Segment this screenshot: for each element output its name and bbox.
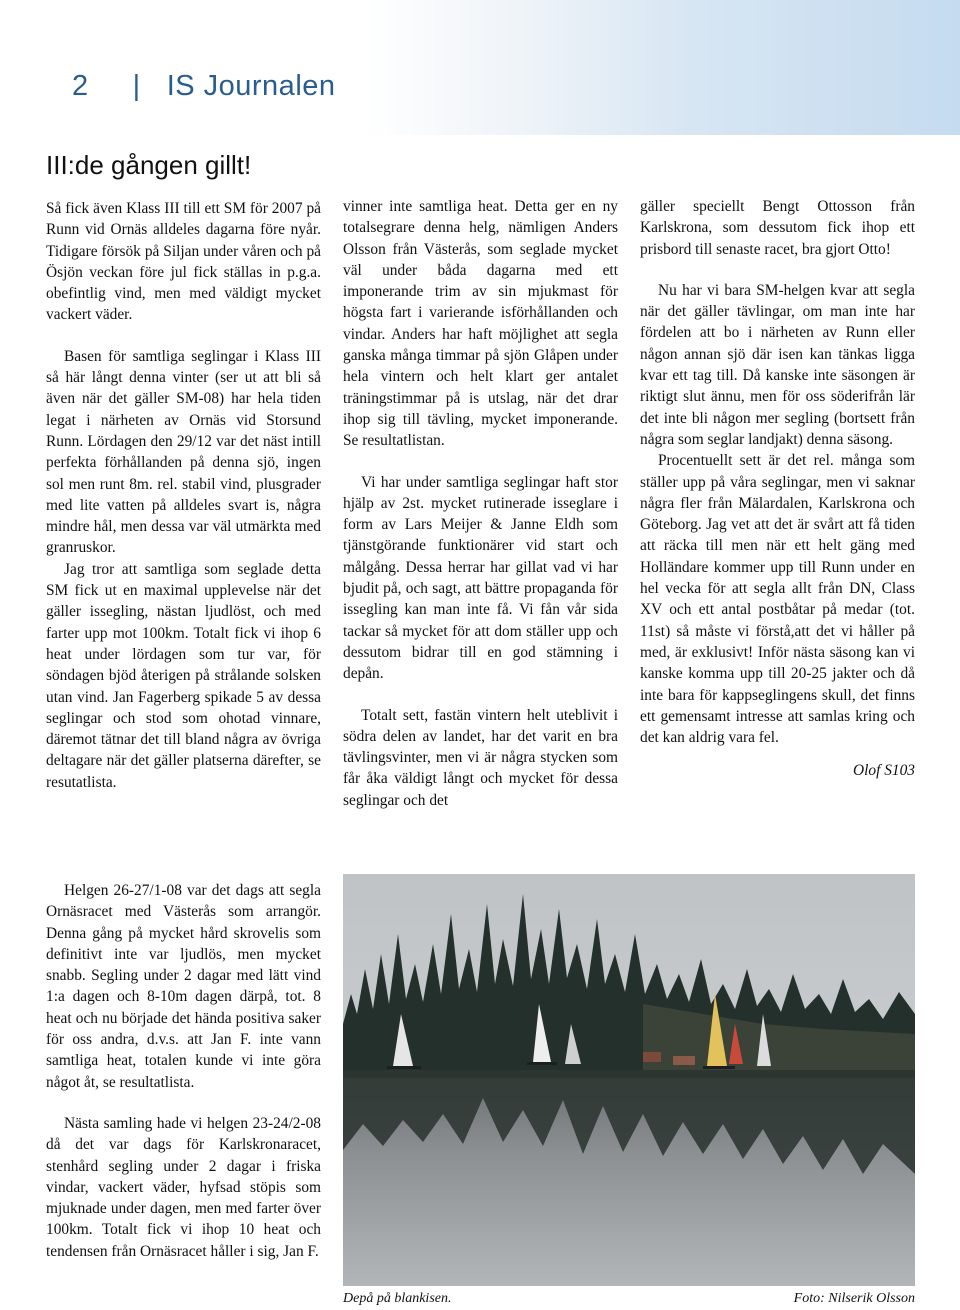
column-1 <box>46 198 321 793</box>
paragraph: Så fick även Klass III till ett SM för 2007 på Runn vid Ornäs alldeles dagarna före nyår. Tidigare försök på Siljan under våren och på Ösjön veckan före jul fick ställas in p.g.a. obefintlig vind, men med väldigt mycket vackert väder. <box>46 200 321 324</box>
paragraph: gäller speciellt Bengt Ottosson från Karlskrona, som dessutom fick ihop ett prisbord till senaste racet, bra gjort Otto! <box>640 198 915 258</box>
page-header <box>72 70 336 103</box>
paragraph: Totalt sett, fastän vintern helt uteblivit i södra delen av landet, har det varit en bra tävlingsvinter, men vi är några stycken som får åka väldigt långt och mycket för dessa seglingar och det <box>343 706 618 809</box>
paragraph: Nu har vi bara SM-helgen kvar att segla när det gäller tävlingar, om man inte har fördelen att bo i närheten av Runn eller någon annan sjö där isen kan tänkas ligga kvar ett tag till. Då kanske inte säsongen är riktigt slut ännu, men för oss söderifrån lär det inte bli någon mer segling (bortsett från några som seglar landjakt) denna säsong. <box>640 281 915 448</box>
publication-name: IS Journalen <box>166 70 336 102</box>
paragraph: Procentuellt sett är det rel. många som ställer upp på våra seglingar, men vi saknar några fler från Mälardalen, Karlskrona och Göteborg. Jag vet att det är svårt att få tiden att räcka till men när ett helt gäng med Holländare kommer upp till Runn under en hel vecka för att segla allt från DN, Class XV och ett antal postbåtar på medar (tot. 11st) så måste vi förstå,att det vi håller på med, är exklusivt! Inför nästa säsong kan vi kanske komma upp till 20-25 jakter och då inte bara för kappseglingens skull, det finns ett gemensamt intresse att samlas kring och det kan aldrig vara fel. <box>640 452 915 747</box>
column-3 <box>640 196 915 782</box>
article-title: III:de gången gillt! <box>46 150 252 180</box>
column-2 <box>343 196 618 811</box>
paragraph: Jag tror att samtliga som seglade detta SM fick ut en maximal upplevelse när det gäller issegling, nästan ljudlöst, och med farter upp mot 100km. Totalt fick vi ihop 6 heat under lördagen som tur var, för söndagen bjöd återigen på strålande solsken utan vind. Jan Fagerberg spikade 5 av dessa seglingar och stod som ohotad vinnare, däremot tätnar det till bland några av övriga deltagare när det gäller platserna därefter, se resutatlista. <box>46 560 321 791</box>
header-band <box>0 0 960 135</box>
lake-photo <box>343 874 915 1286</box>
paragraph: Helgen 26-27/1-08 var det dags att segla Ornäsracet med Västerås som arrangör. Denna gång på mycket hård skrovelis som definitivt inte var ljudlös, men mycket snabb. Segling under 2 dagar med lätt vind 1:a dagen och 8-10m dagen därpå, tot. 8 heat och nu började det hända positiva saker för oss andra, d.v.s. att Jan F. inte vann samtliga heat, totalen kunde vi inte göra något åt, se resultatlista. <box>46 882 321 1091</box>
paragraph: Vi har under samtliga seglingar haft stor hjälp av 2st. mycket rutinerade isseglare i form av Lars Meijer & Janne Eldh som tjänstgörande funktionärer vid start och målgång. Dessa herrar har gillat vad vi har bjudit på, och sagt, att bättre propaganda för issegling kan man inte få. Vi fån vår sida tackar så mycket för att dom ställer upp och dessutom bidrar till en god stämning i depån. <box>343 473 618 683</box>
article-author: Olof S103 <box>853 762 915 780</box>
column-1-lower <box>46 880 321 1262</box>
photo-caption: Depå på blankisen. <box>343 1291 452 1306</box>
photo-credit: Foto: Nilserik Olsson <box>793 1291 915 1306</box>
header-separator: | <box>132 70 141 102</box>
paragraph: Nästa samling hade vi helgen 23-24/2-08 då det var dags för Karlskronaracet, stenhård segling under 2 dagar i friska vindar, vackert väder, hyfsad stöpis som mjuknade under dagen, men med farter över 100km. Totalt fick vi ihop 10 heat och tendensen från Ornäsracet håller i sig, Jan F. <box>46 1114 321 1260</box>
paragraph: Basen för samtliga seglingar i Klass III så här långt denna vinter (ser ut att bli så även när det gäller SM-08) har hela tiden legat i närheten av Ornäs vid Storsund Runn. Lördagen den 29/12 var det näst intill perfekta förhållanden på denna sjö, ingen sol men runt 8m. rel. stabil vind, plusgrader med lite vatten på alldeles svart is, några mindre hål, men dessa var väl utmärkta med granruskor. <box>46 347 321 557</box>
paragraph: vinner inte samtliga heat. Detta ger en ny totalsegrare denna helg, nämligen Anders Olsson från Västerås, som seglade mycket väl under båda dagarna med ett imponerande trim av sin mjukmast för högsta fart i varierande isförhållanden och vindar. Anders har haft möjlighet att segla ganska många timmar på sjön Glåpen under hela vintern och helt klart ger antalet träningstimmar på is utslag, när det drar ihop sig till tävling, mycket imponerande. Se resultatlistan. <box>343 198 618 450</box>
page-number: 2 <box>72 70 89 102</box>
